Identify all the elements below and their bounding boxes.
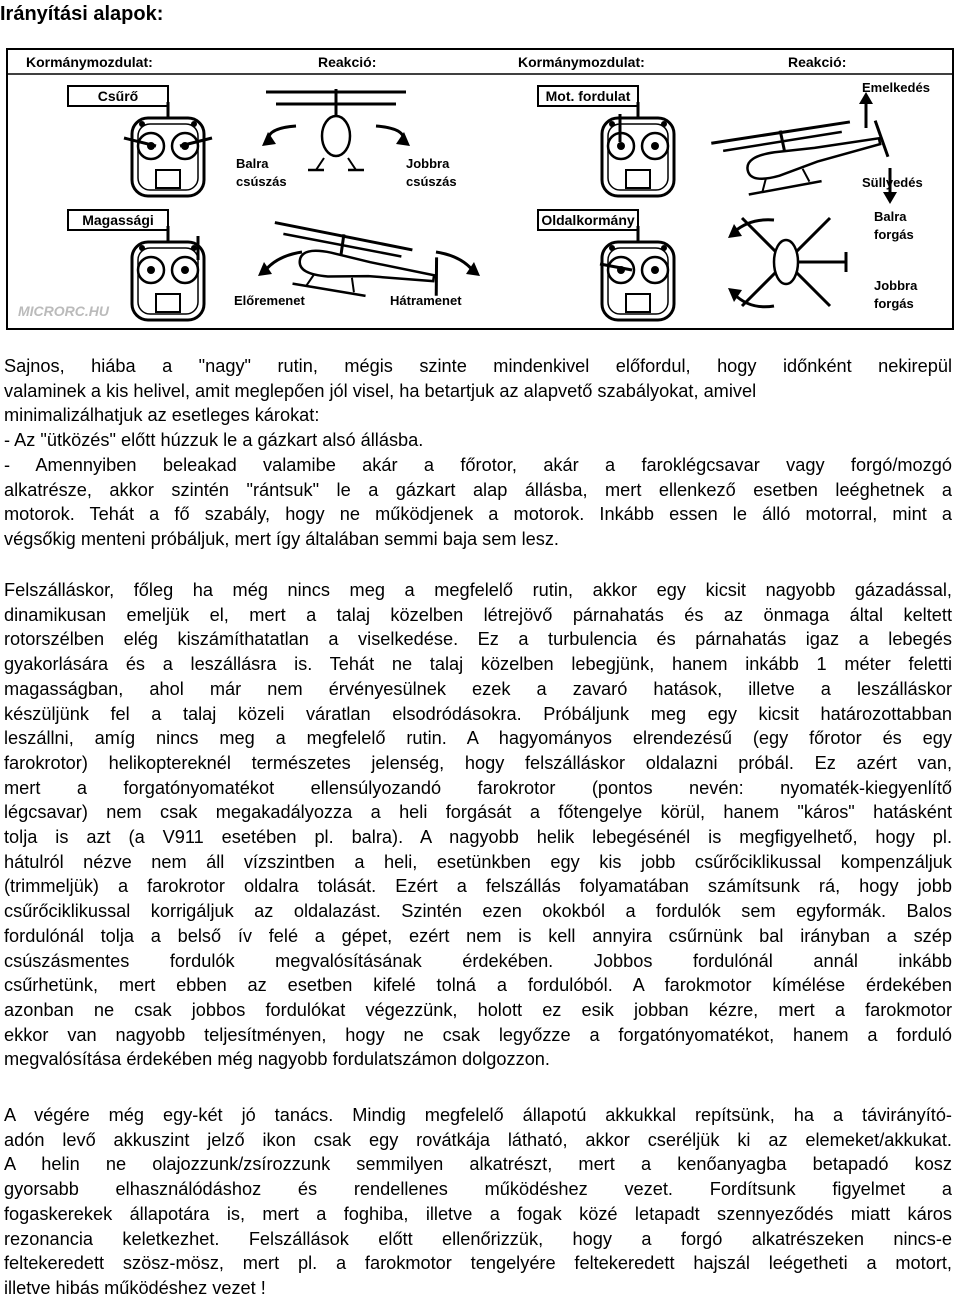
box-csuro-label: Csűrő (97, 88, 139, 104)
text-line: A végére még egy-két jó tanács. Mindig megfelelő állapotú akkukkal repítsünk, ha a távirányító- (4, 1105, 952, 1125)
text-line: tolja is azt (a V911 esetében pl. balra). A nagyobb helik lebegésénél is megfigyelhető, hogy pl. (4, 827, 952, 848)
box-magassagi-label: Magassági (82, 212, 154, 228)
label-jobbra-csuszas: Jobbra (406, 156, 450, 171)
text-line: A helin ne olajozzunk/zsírozzunk semmilyen alkatrészt, mert a kenőanyagba betapadó kosz (4, 1154, 952, 1175)
svg-text:forgás: forgás (874, 227, 914, 242)
text-line: Felszálláskor, főleg ha még nincs meg a megfelelő rutin, akkor egy kicsit nagyobb gázadással, (4, 580, 952, 600)
header-right-control: Kormánymozdulat: (518, 54, 645, 70)
text-line: motorok. Tehát a fő szabály, hogy ne működjenek a motorok. Inkább essen le álló motorral, mint a (4, 504, 952, 525)
text-line: illetve hibás működéshez vezet ! (4, 1277, 266, 1298)
text-line: fogaskerekek állapotára is, mert a foghiba, illetve a fogak közé letapadt szennyeződés miatt káros (4, 1203, 952, 1224)
label-jobbra-forgas: Jobbra (874, 278, 918, 293)
text-line: mert a forgatónyomatékot ellensúlyozandó farokrotor (pontos nevén: nyomaték-kiegyenlítő (4, 777, 952, 798)
text-line: hátulról nézve nem áll vízszintben a heli, esetünkben egy kis jobb csűrőciklikussal kompenzáljuk (4, 851, 952, 872)
svg-text:csúszás: csúszás (236, 174, 287, 189)
text-line: fordulónál tolja a belső ív felé a gépet, ezért nem is kell annyira csűrnünk bal irányban a szép (4, 925, 952, 946)
text-line: végsőkig menteni próbáljuk, mert így általában semmi baja sem lesz. (4, 528, 559, 549)
watermark: MICRORC.HU (18, 303, 109, 319)
paragraph-final-tips (4, 1103, 952, 1301)
text-line: farokrotor) helikoptereknél természetes jelenség, hogy felszálláskor oldalazni próbál. Ez azért van, (4, 752, 952, 773)
text-line: dinamikusan emeljük el, mert a talaj közelben létrejövő párnahatás és az önmaga által keltett (4, 604, 952, 625)
page-title: Irányítási alapok: (0, 3, 164, 25)
text-line: megvalósítása érdekében még nagyobb fordulatszámon dolgozzon. (4, 1049, 550, 1070)
label-balra-csuszas: Balra (236, 156, 269, 171)
header-left-control: Kormánymozdulat: (26, 54, 153, 70)
box-mot-fordulat-label: Mot. fordulat (545, 88, 631, 104)
label-balra-forgas: Balra (874, 209, 907, 224)
text-line: gyorsabb elhasználódáshoz és rendellenes működéshez vezet. Fordítsunk figyelmet a (4, 1179, 952, 1200)
text-line: készüljünk fel a talaj közeli váratlan elsodródásokra. Próbáljunk meg egy kicsit határozottabban (4, 703, 952, 724)
text-line: csúszásmentes fordulók megvalósításának érdekében. Jobbos fordulónál annál inkább (4, 950, 952, 971)
paragraph-crash-tips (4, 354, 952, 552)
text-line: (trimmeljük) a farokrotor oldalra tolását. Ezért a felszállás folyamatában számítsunk rá, hogy jobb (4, 876, 952, 897)
text-line: alkatrésze, akkor szintén "rántsuk" le a gázkart alap állásba, mert ellenkező esetben leéghetnek a (4, 479, 952, 500)
text-line: feltekeredett szösz-mösz, mert pl. a farokmotor tengelyére feltekeredett hajszál leégetheti a motort, (4, 1253, 952, 1274)
text-line: valaminek a kis helivel, amit meglepően jól visel, ha betartjuk az alapvető szabályokat, amivel (4, 380, 757, 401)
text-line: magasságban, ahol már nem érvényesülnek ezek a zavaró hatások, illetve a leszálláskor (4, 678, 952, 699)
label-emelkedes: Emelkedés (862, 80, 930, 95)
text-line: Sajnos, hiába a "nagy" rutin, mégis szinte mindenkivel előfordul, hogy időnként nekirepül (4, 356, 952, 376)
text-line: csűrhetünk, mert ebben az esetben kifelé tolná a fordulóból. A farokmotor kímélése érdekében (4, 975, 952, 996)
text-line: azonban ne csak jobbos fordulókat végezzünk, holott ez esik jobban kézre, mert a farokmotor (4, 999, 952, 1020)
text-line: leszállni, amíg nincs meg a megfelelő rutin. A hagyományos elrendezésű (egy főrotor és egy (4, 728, 952, 749)
text-line: légcsavar) nem csak megakadályozza a heli forgását a főtengelye körül, hanem "káros" hatásként (4, 802, 952, 823)
paragraph-takeoff (4, 578, 952, 1072)
text-line: rotorszélben elég kiszámíthatatlan a viselkedése. Ez a turbulencia és párnahatás igaz a lebegés (4, 629, 952, 650)
svg-text:forgás: forgás (874, 296, 914, 311)
label-sullyedes: Süllyedés (862, 175, 923, 190)
label-eloremenet: Előremenet (234, 293, 305, 308)
text-line: adón levő akkuszint jelző ikon csak egy rovátkája látható, akkor cseréljük ki az elemeket/akkukat. (4, 1129, 952, 1150)
label-hatramenet: Hátramenet (390, 293, 462, 308)
box-oldalkormany-label: Oldalkormány (541, 212, 635, 228)
header-right-reaction: Reakció: (788, 54, 847, 70)
text-line: gyakorlására és a leszállásra is. Tehát ne talaj közelben lebegjünk, hanem inkább 1 méter feletti (4, 654, 952, 675)
header-left-reaction: Reakció: (318, 54, 377, 70)
text-line: csűrőciklikussal korrigáljuk az oldalazást. Szintén ezen okokból a fordulók sem egyformák. Balos (4, 901, 952, 922)
control-diagram (6, 48, 954, 330)
text-line: - Az "ütközés" előtt húzzuk le a gázkart alsó állásba. (4, 430, 424, 451)
text-line: ekkor van nagyobb teljesítményen, hogy ne csak legyőzze a forgatónyomatékot, hanem a forduló (4, 1024, 952, 1045)
text-line: rezonancia keletkezhet. Felszállások előtt ellenőrizzük, hogy a forgó alkatrészeken nincs-e (4, 1228, 952, 1249)
text-line: minimalizálhatjuk az esetleges károkat: (4, 405, 320, 426)
text-line: - Amennyiben beleakad valamibe akár a főrotor, akár a faroklégcsavar vagy forgó/mozgó (4, 454, 952, 475)
svg-text:csúszás: csúszás (406, 174, 457, 189)
